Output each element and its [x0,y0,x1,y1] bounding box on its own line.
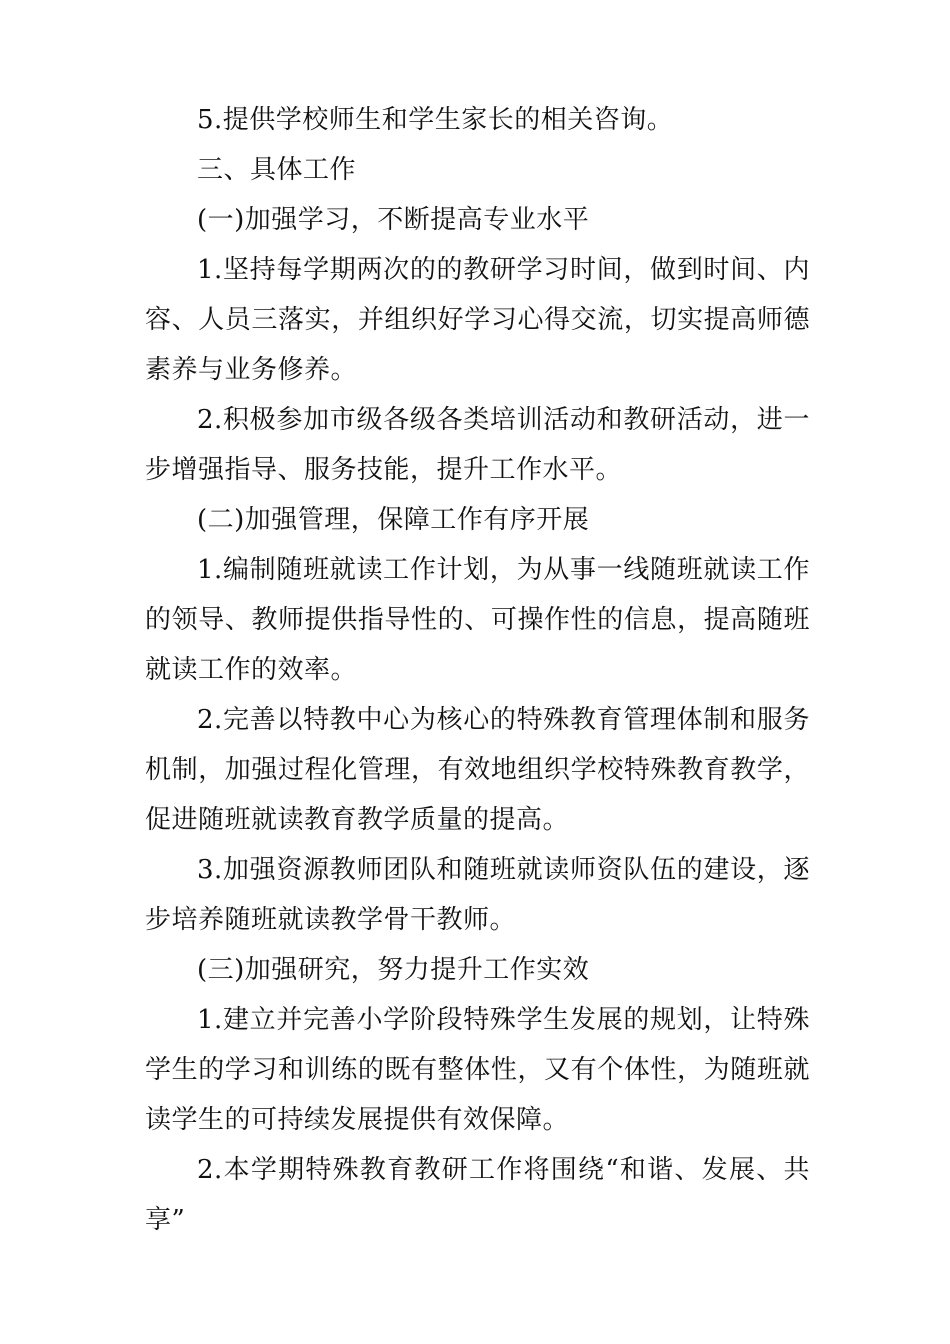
paragraph-training: 2.积极参加市级各级各类培训活动和教研活动，进一步增强指导、服务技能，提升工作水平。 [145,405,810,485]
list-item-5-consultation: 5.提供学校师生和学生家长的相关咨询。 [197,105,674,135]
section-heading-3: 三、具体工作 [197,155,357,185]
subsection-heading-3: (三)加强研究，努力提升工作实效 [197,955,590,985]
paragraph-work-plan: 1.编制随班就读工作计划，为从事一线随班就读工作的领导、教师提供指导性的、可操作性的信息，提高随班就读工作的效率。 [145,555,810,685]
paragraph-teacher-team: 3.加强资源教师团队和随班就读师资队伍的建设，逐步培养随班就读教学骨干教师。 [145,855,810,935]
paragraph-study-schedule: 1.坚持每学期两次的的教研学习时间，做到时间、内容、人员三落实，并组织好学习心得交流，切实提高师德素养与业务修养。 [145,255,810,385]
paragraph-research-theme: 2.本学期特殊教育教研工作将围绕“和谐、发展、共享” [145,1155,810,1235]
document-body [145,95,810,1245]
subsection-heading-2: (二)加强管理，保障工作有序开展 [197,505,590,535]
paragraph-development-plan: 1.建立并完善小学阶段特殊学生发展的规划，让特殊学生的学习和训练的既有整体性，又有个体性，为随班就读学生的可持续发展提供有效保障。 [145,1005,810,1135]
paragraph-management-system: 2.完善以特教中心为核心的特殊教育管理体制和服务机制，加强过程化管理，有效地组织学校特殊教育教学，促进随班就读教育教学质量的提高。 [145,705,810,835]
subsection-heading-1: (一)加强学习，不断提高专业水平 [197,205,590,235]
